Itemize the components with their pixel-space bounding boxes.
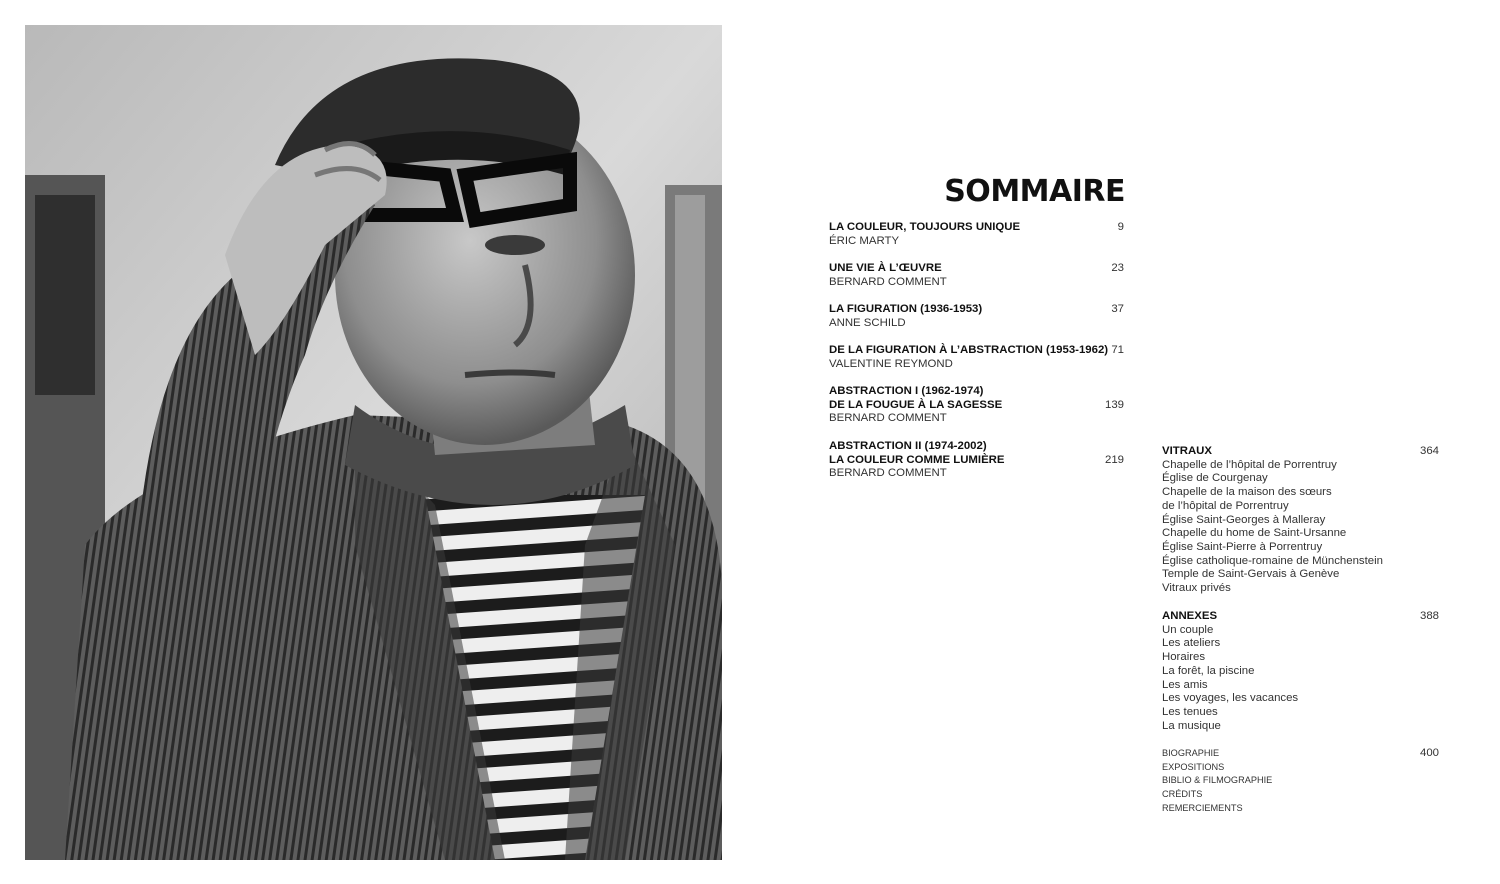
list-item[interactable]: La forêt, la piscine — [1162, 664, 1255, 677]
page-number: 139 — [1104, 398, 1124, 411]
toc-entry[interactable] — [829, 303, 1124, 330]
toc-entry-author: BERNARD COMMENT — [829, 412, 947, 425]
page-number: 9 — [1117, 221, 1124, 233]
list-item[interactable]: La musique — [1162, 719, 1221, 732]
toc-entry-heading: LA COULEUR COMME LUMIÈRE — [829, 453, 1005, 466]
toc-section-annexes — [1162, 610, 1439, 733]
toc-section-back-matter — [1162, 747, 1439, 816]
portrait-photograph — [25, 25, 722, 860]
list-item[interactable]: Les ateliers — [1162, 637, 1221, 650]
page-number: 71 — [1111, 344, 1124, 356]
toc-entry[interactable] — [829, 221, 1124, 248]
list-item[interactable]: Temple de Saint-Gervais à Genève — [1162, 568, 1340, 581]
toc-entry-author: ÉRIC MARTY — [829, 234, 900, 247]
list-item[interactable]: Les amis — [1162, 678, 1208, 691]
section-heading[interactable]: VITRAUX — [1162, 445, 1212, 457]
toc-entry-author: ANNE SCHILD — [829, 316, 906, 329]
list-item[interactable]: de l’hôpital de Porrentruy — [1162, 499, 1289, 512]
toc-entry[interactable] — [829, 440, 1124, 481]
toc-entry-heading: ABSTRACTION I (1962-1974) — [829, 385, 984, 397]
page-number: 388 — [1419, 610, 1439, 622]
section-heading[interactable]: ANNEXES — [1162, 610, 1218, 622]
section-items — [1162, 747, 1439, 816]
list-item[interactable]: Chapelle du home de Saint-Ursanne — [1162, 527, 1347, 540]
toc-entry-heading: DE LA FIGURATION À L’ABSTRACTION (1953-1962) — [829, 344, 1109, 356]
page-number: 23 — [1111, 262, 1124, 274]
toc-entry-author: VALENTINE REYMOND — [829, 357, 953, 370]
toc-entry[interactable] — [829, 385, 1124, 426]
toc-entry-heading: DE LA FOUGUE À LA SAGESSE — [829, 398, 1003, 411]
list-item[interactable]: Église de Courgenay — [1162, 472, 1268, 485]
list-item[interactable]: Chapelle de la maison des sœurs — [1162, 486, 1332, 499]
toc-entry-heading: LA COULEUR, TOUJOURS UNIQUE — [829, 221, 1021, 233]
portrait-image — [25, 25, 722, 860]
list-item[interactable]: EXPOSITIONS — [1162, 761, 1225, 772]
toc-entry[interactable] — [829, 344, 1124, 371]
toc-entry-heading: ABSTRACTION II (1974-2002) — [829, 440, 987, 452]
page-title: SOMMAIRE — [944, 174, 1125, 209]
toc-entry-author: BERNARD COMMENT — [829, 467, 947, 480]
list-item[interactable]: Vitraux privés — [1162, 582, 1231, 595]
toc-section-vitraux — [1162, 445, 1439, 596]
page-number: 37 — [1111, 303, 1124, 315]
list-item[interactable]: Les tenues — [1162, 705, 1218, 718]
page-number: 364 — [1419, 445, 1439, 457]
toc-entry-heading: LA FIGURATION (1936-1953) — [829, 303, 983, 315]
list-item[interactable]: Chapelle de l’hôpital de Porrentruy — [1162, 458, 1337, 471]
section-items — [1162, 459, 1439, 596]
toc-entry-author: BERNARD COMMENT — [829, 275, 947, 288]
list-item[interactable]: Les voyages, les vacances — [1162, 692, 1299, 705]
list-item[interactable]: Église Saint-Georges à Malleray — [1162, 513, 1326, 526]
page-number: 219 — [1104, 453, 1124, 466]
page-number: 400 — [1419, 747, 1439, 759]
list-item[interactable]: BIOGRAPHIE — [1162, 748, 1220, 758]
list-item[interactable]: BIBLIO & FILMOGRAPHIE — [1162, 775, 1273, 786]
list-item[interactable]: CRÉDITS — [1162, 789, 1203, 800]
list-item[interactable]: Horaires — [1162, 651, 1206, 664]
list-item[interactable]: Église catholique-romaine de Münchenstein — [1162, 554, 1383, 567]
list-item[interactable]: Un couple — [1162, 623, 1214, 636]
toc-entry-heading: UNE VIE À L’ŒUVRE — [829, 262, 942, 274]
list-item[interactable]: Église Saint-Pierre à Porrentruy — [1162, 540, 1323, 553]
section-items — [1162, 624, 1439, 734]
toc-entry[interactable] — [829, 262, 1124, 289]
list-item[interactable]: REMERCIEMENTS — [1162, 802, 1243, 813]
